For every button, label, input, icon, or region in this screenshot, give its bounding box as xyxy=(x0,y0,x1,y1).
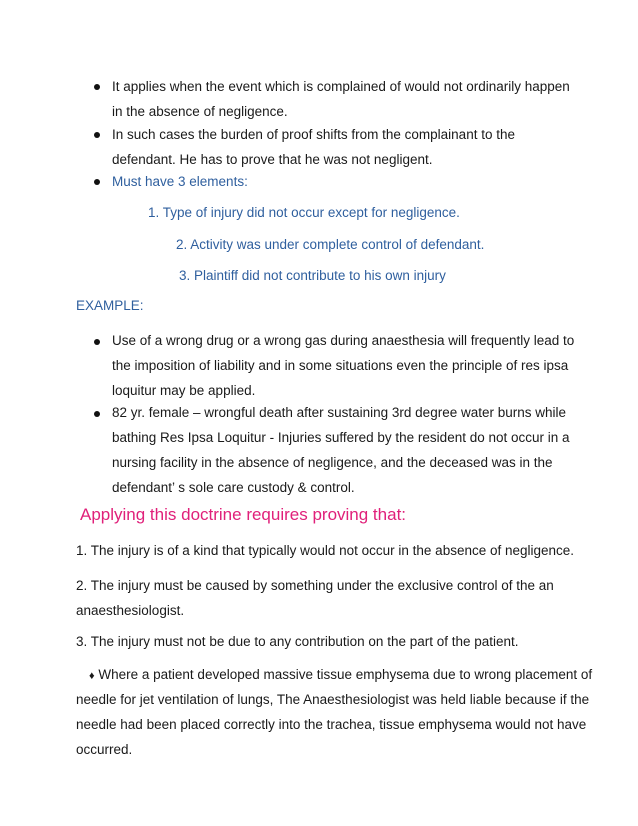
requirement-1: 1. The injury is of a kind that typically would not occur in the absence of negligence. xyxy=(76,543,575,558)
example-2-line-1: 82 yr. female – wrongful death after sustaining 3rd degree water burns while xyxy=(112,405,567,420)
bullet-dot xyxy=(94,132,100,138)
element-1: 1. Type of injury did not occur except for negligence. xyxy=(148,205,460,220)
bullet-3-line-1: Must have 3 elements: xyxy=(112,174,248,189)
bullet-2-line-1: In such cases the burden of proof shifts from the complainant to the xyxy=(112,127,515,142)
case-line-2: needle for jet ventilation of lungs, The Anaesthesiologist was held liable because if the xyxy=(76,692,590,707)
section-heading: Applying this doctrine requires proving that: xyxy=(80,505,407,524)
example-1-line-3: loquitur may be applied. xyxy=(112,383,256,398)
bullet-dot xyxy=(94,84,100,90)
case-text-1: Where a patient developed massive tissue emphysema due to wrong placement of xyxy=(94,667,593,682)
case-line-3: needle had been placed correctly into the trachea, tissue emphysema would not have xyxy=(76,717,587,732)
bullet-dot xyxy=(94,411,100,417)
case-line-1 xyxy=(76,667,592,682)
example-2-line-2: bathing Res Ipsa Loquitur - Injuries suffered by the resident do not occur in a xyxy=(112,430,570,445)
bullet-dot xyxy=(94,339,100,345)
bullet-dot xyxy=(94,179,100,185)
case-line-4: occurred. xyxy=(76,742,133,757)
diamond-bullet-icon: ♦ xyxy=(89,670,95,682)
example-2-line-3: nursing facility in the absence of negligence, and the deceased was in the xyxy=(112,455,553,470)
element-2: 2. Activity was under complete control of defendant. xyxy=(176,237,485,252)
requirement-3: 3. The injury must not be due to any contribution on the part of the patient. xyxy=(76,634,519,649)
example-1-line-1: Use of a wrong drug or a wrong gas during anaesthesia will frequently lead to xyxy=(112,333,575,348)
bullet-1-line-1: It applies when the event which is complained of would not ordinarily happen xyxy=(112,79,570,94)
requirement-2-line-1: 2. The injury must be caused by something under the exclusive control of the an xyxy=(76,578,554,593)
bullet-1-line-2: in the absence of negligence. xyxy=(112,104,288,119)
example-label: EXAMPLE: xyxy=(76,298,144,313)
bullet-2-line-2: defendant. He has to prove that he was not negligent. xyxy=(112,152,433,167)
example-2-line-4: defendant’ s sole care custody & control. xyxy=(112,480,355,495)
element-3: 3. Plaintiff did not contribute to his own injury xyxy=(179,268,446,283)
requirement-2-line-2: anaesthesiologist. xyxy=(76,603,185,618)
example-1-line-2: the imposition of liability and in some situations even the principle of res ipsa xyxy=(112,358,569,373)
